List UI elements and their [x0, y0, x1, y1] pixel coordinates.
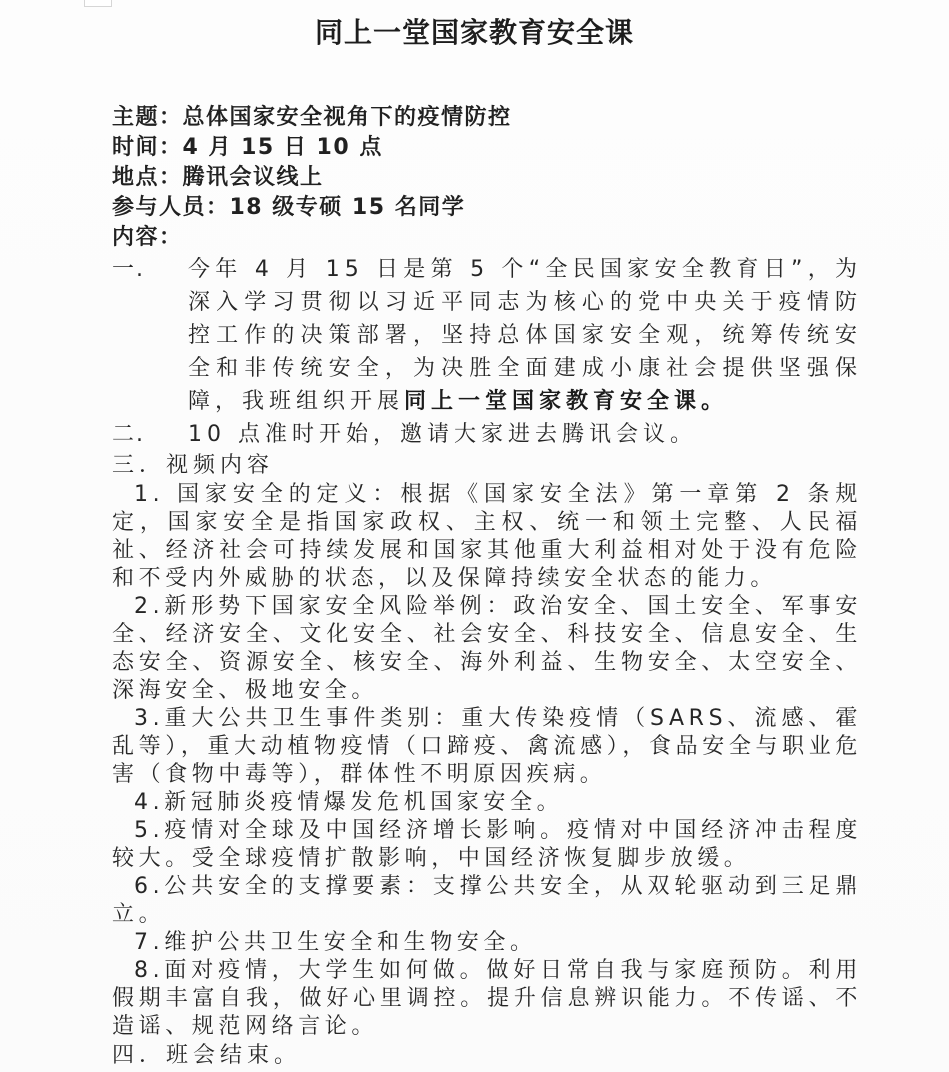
video-point-4: 4.新冠肺炎疫情爆发危机国家安全。: [134, 790, 564, 815]
page-title: 同上一堂国家教育安全课: [314, 16, 634, 49]
meta-content-label: 内容：: [112, 225, 183, 250]
section-four-text: 班会结束。: [166, 1043, 302, 1068]
section-three-marker: 三．: [112, 453, 167, 478]
section-one-course-name-bold: 同上一堂国家教育安全课。: [404, 389, 729, 414]
section-one-text-normal: 今年 4 月 15 日是第 5 个“全民国家安全教育日”，为深入学习贯彻以习近平同志为核心的党中央关于疫情防控工作的决策部署，坚持总体国家安全观，统筹传统安全和非传统安全，为决胜全面建成小康社会提供坚强保障，我班组织开展: [188, 257, 862, 414]
page-corner-artifact: [84, 0, 112, 7]
section-two: [112, 418, 862, 451]
meta-participants: 参与人员：18 级专硕 15 名同学: [112, 195, 466, 220]
video-point-3: 3.重大公共卫生事件类别：重大传染疫情（SARS、流感、霍乱等），重大动植物疫情（口蹄疫、禽流感），食品安全与职业危害（食物中毒等），群体性不明原因疾病。: [112, 706, 862, 787]
section-one-text: [188, 253, 862, 418]
section-one: [112, 253, 862, 418]
section-two-text: 10 点准时开始，邀请大家进去腾讯会议。: [188, 422, 697, 447]
meta-time: 时间：4 月 15 日 10 点: [112, 135, 383, 160]
section-two-marker: 二.: [112, 422, 145, 447]
section-three: [112, 451, 862, 481]
video-point-2: 2.新形势下国家安全风险举例：政治安全、国土安全、军事安全、经济安全、文化安全、社会安全、科技安全、信息安全、生态安全、资源安全、核安全、海外利益、生物安全、太空安全、深海安全、极地安全。: [112, 594, 862, 703]
section-one-marker: 一.: [112, 257, 145, 282]
meta-topic: 主题：总体国家安全视角下的疫情防控: [112, 105, 512, 130]
meta-block: [112, 103, 862, 253]
video-point-8: 8.面对疫情，大学生如何做。做好日常自我与家庭预防。利用假期丰富自我，做好心里调控。提升信息辨识能力。不传谣、不造谣、规范网络言论。: [112, 958, 862, 1039]
video-point-7: 7.维护公共卫生安全和生物安全。: [134, 930, 537, 955]
video-point-6: 6.公共安全的支撑要素：支撑公共安全，从双轮驱动到三足鼎立。: [112, 874, 862, 927]
document-content: [112, 103, 862, 1071]
section-four-marker: 四．: [112, 1043, 167, 1068]
section-three-text: 视频内容: [166, 453, 275, 478]
section-four: [112, 1041, 862, 1071]
video-point-1: 1. 国家安全的定义：根据《国家安全法》第一章第 2 条规定，国家安全是指国家政权、主权、统一和领土完整、人民福祉、经济社会可持续发展和国家其他重大利益相对处于没有危险和不受内外威胁的状态，以及保障持续安全状态的能力。: [112, 482, 862, 591]
meta-location: 地点：腾讯会议线上: [112, 165, 324, 190]
video-point-5: 5.疫情对全球及中国经济增长影响。疫情对中国经济冲击程度较大。受全球疫情扩散影响，中国经济恢复脚步放缓。: [112, 818, 862, 871]
